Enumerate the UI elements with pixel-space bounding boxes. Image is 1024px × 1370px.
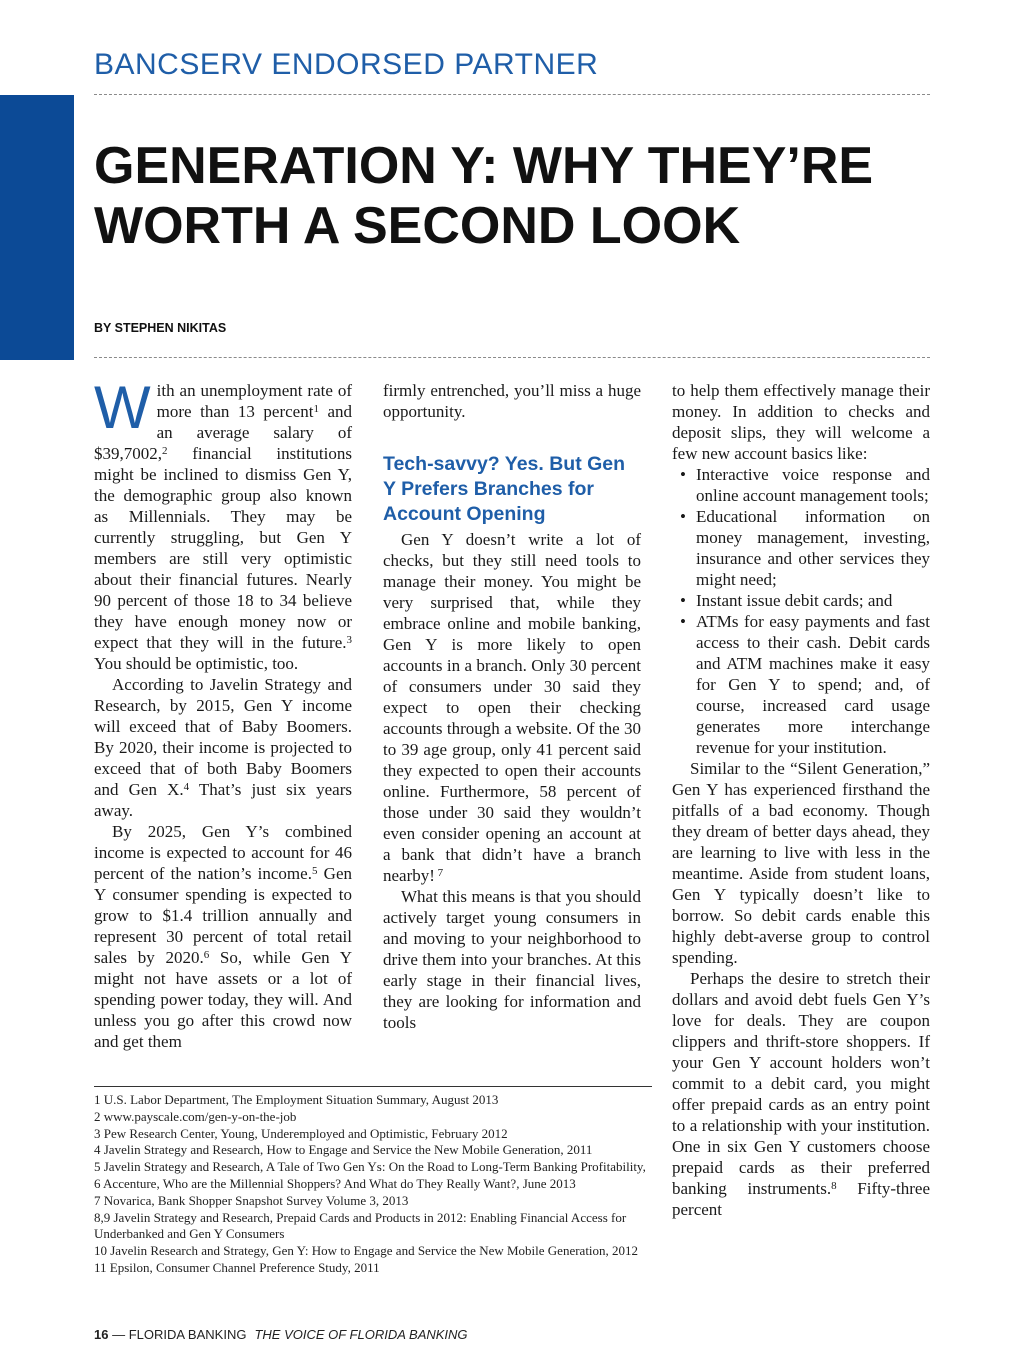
footnote: 4 Javelin Strategy and Research, How to Engage and Service the New Mobile Generation, 2011 xyxy=(94,1142,593,1158)
header-divider xyxy=(94,94,930,95)
text-run: That’s just six years away. xyxy=(94,780,352,820)
bullet-item: • Educational information on money management, investing, insurance and other services they might need; xyxy=(696,506,930,590)
footnote: 11 Epsilon, Consumer Channel Preference Study, 2011 xyxy=(94,1259,380,1275)
headline-line-2: WORTH A SECOND LOOK xyxy=(94,197,741,255)
drop-cap: W xyxy=(94,374,151,441)
section-subhead: Tech-savvy? Yes. But Gen Y Prefers Branches for Account Opening xyxy=(383,453,626,525)
article-column-2 xyxy=(383,380,641,1033)
paragraph xyxy=(94,374,353,674)
text-run: Fifty-three percent xyxy=(672,1179,930,1219)
byline-divider xyxy=(94,357,930,358)
paragraph xyxy=(672,968,930,1220)
paragraph: to help them effectively manage their money. In addition to checks and deposit slips, they will welcome a few new account basics like: xyxy=(672,381,930,463)
text-run: By 2025, Gen Y’s combined income is expected to account for 46 percent of the nation’s income. xyxy=(94,822,352,883)
footnote: 3 Pew Research Center, Young, Underemployed and Optimistic, February 2012 xyxy=(94,1125,508,1141)
text-run: and an average salary of $39,7002, xyxy=(94,402,353,463)
footnotes xyxy=(94,1092,654,1277)
article-headline xyxy=(94,136,944,256)
publication-name: — FLORIDA BANKING xyxy=(108,1327,247,1342)
publication-tagline: THE VOICE OF FLORIDA BANKING xyxy=(254,1327,468,1342)
paragraph: What this means is that you should actively target young consumers in and moving to your neighborhood to drive them into your branches. At this early stage in their financial lives, they are looking for information and tools xyxy=(383,887,641,1032)
bullet-item: • Interactive voice response and online account management tools; xyxy=(696,464,930,506)
text-run: So, while Gen Y might not have assets or a lot of spending power today, they will. And unless you go after this crowd now and get them xyxy=(94,948,352,1051)
paragraph: Similar to the “Silent Generation,” Gen Y has experienced firsthand the pitfalls of a bad economy. Though they dream of better days ahead, they are learning to live with less in the meantime. Aside from student loans, Gen Y typically doesn’t like to borrow. So debit cards enable this highly debt-averse group to control spending. xyxy=(672,759,930,967)
footnote-ref: 4 xyxy=(183,781,190,793)
byline: BY STEPHEN NIKITAS xyxy=(94,321,227,335)
footnote-ref: 7 xyxy=(434,867,444,879)
footnote-ref: 8 xyxy=(831,1180,837,1192)
footnote: 1 U.S. Labor Department, The Employment Situation Summary, August 2013 xyxy=(94,1092,499,1107)
page-number: 16 xyxy=(94,1327,109,1342)
footnote: 7 Novarica, Bank Shopper Snapshot Survey Volume 3, 2013 xyxy=(94,1192,409,1208)
text-run: According to Javelin Strategy and Research, by 2015, Gen Y income will exceed that of Baby Boomers. By 2020, their income is projected to exceed that of both Baby Boomers and Gen X. xyxy=(94,675,352,799)
bullet-item: • Instant issue debit cards; and xyxy=(696,590,930,611)
footnote: 5 Javelin Strategy and Research, A Tale of Two Gen Ys: On the Road to Long-Term Banking Profitability, xyxy=(94,1159,646,1175)
paragraph xyxy=(383,529,641,886)
footnote-ref: 1 xyxy=(313,403,319,415)
section-label: BANCSERV ENDORSED PARTNER xyxy=(94,48,599,81)
article-column-3 xyxy=(672,380,930,1220)
text-run: Perhaps the desire to stretch their dollars and avoid debt fuels Gen Y’s love for deals. They are coupon clippers and thrift-store shoppers. If your Gen Y account holders won’t commit to a debit card, you might offer prepaid cards as an entry point to a relationship with your institution. One in six Gen Y customers choose prepaid cards as their preferred banking instruments. xyxy=(672,969,930,1198)
page-footer xyxy=(94,1327,468,1342)
footnote: 10 Javelin Research and Strategy, Gen Y: How to Engage and Service the New Mobile Generation, 2012 xyxy=(94,1243,639,1259)
headline-line-1: GENERATION Y: WHY THEY’RE xyxy=(94,137,874,195)
footnote: 6 Accenture, Who are the Millennial Shoppers? And What do They Really Want?, June 2013 xyxy=(94,1175,576,1191)
text-run: You should be optimistic, too. xyxy=(94,654,299,673)
footnote-ref: 3 xyxy=(346,634,352,646)
paragraph xyxy=(94,674,352,821)
bullet-list xyxy=(672,464,930,758)
footnotes-divider xyxy=(94,1086,652,1087)
paragraph xyxy=(94,821,352,1052)
article-column-1 xyxy=(94,374,353,1052)
footnote: 2 www.payscale.com/gen-y-on-the-job xyxy=(94,1108,297,1124)
text-run: Gen Y consumer spending is expected to grow to $1.4 trillion annually and represent 30 percent of total retail sales by 2020. xyxy=(94,864,352,967)
footnote: 8,9 Javelin Strategy and Research, Prepaid Cards and Products in 2012: Enabling Financial Access for Underbanked and Gen Y Consumers xyxy=(94,1209,627,1242)
text-run: ith an unemployment rate of more than 13 percent xyxy=(156,381,352,421)
bullet-item: • ATMs for easy payments and fast access to their cash. Debit cards and ATM machines make it easy for Gen Y to spend; and, of course, increased card usage generates more interchange revenue for your institution. xyxy=(696,611,930,758)
paragraph: firmly entrenched, you’ll miss a huge opportunity. xyxy=(383,381,641,421)
footnote-ref: 6 xyxy=(203,949,210,961)
side-accent-bar xyxy=(0,95,74,360)
text-run: financial institutions might be inclined to dismiss Gen Y, the demographic group also known as Millennials. They may be currently struggling, but Gen Y members are still very optimistic about their financial futures. Nearly 90 percent of those 18 to 34 believe they have enough money now or expect that they will in the future. xyxy=(94,444,352,652)
footnote-ref: 2 xyxy=(162,445,168,457)
footnote-ref: 5 xyxy=(311,865,318,877)
text-run: Gen Y doesn’t write a lot of checks, but they still need tools to manage their money. You might be very surprised that, while they embrace online and mobile banking, Gen Y is more likely to open accounts in a branch. Only 30 percent of consumers under 30 said they expect to open their checking accounts through a website. Of the 30 to 39 age group, only 41 percent said they expected to open their accounts online. Furthermore, 58 percent of those under 30 said they wouldn’t even consider opening an account at a bank that didn’t have a branch nearby! xyxy=(383,530,641,885)
